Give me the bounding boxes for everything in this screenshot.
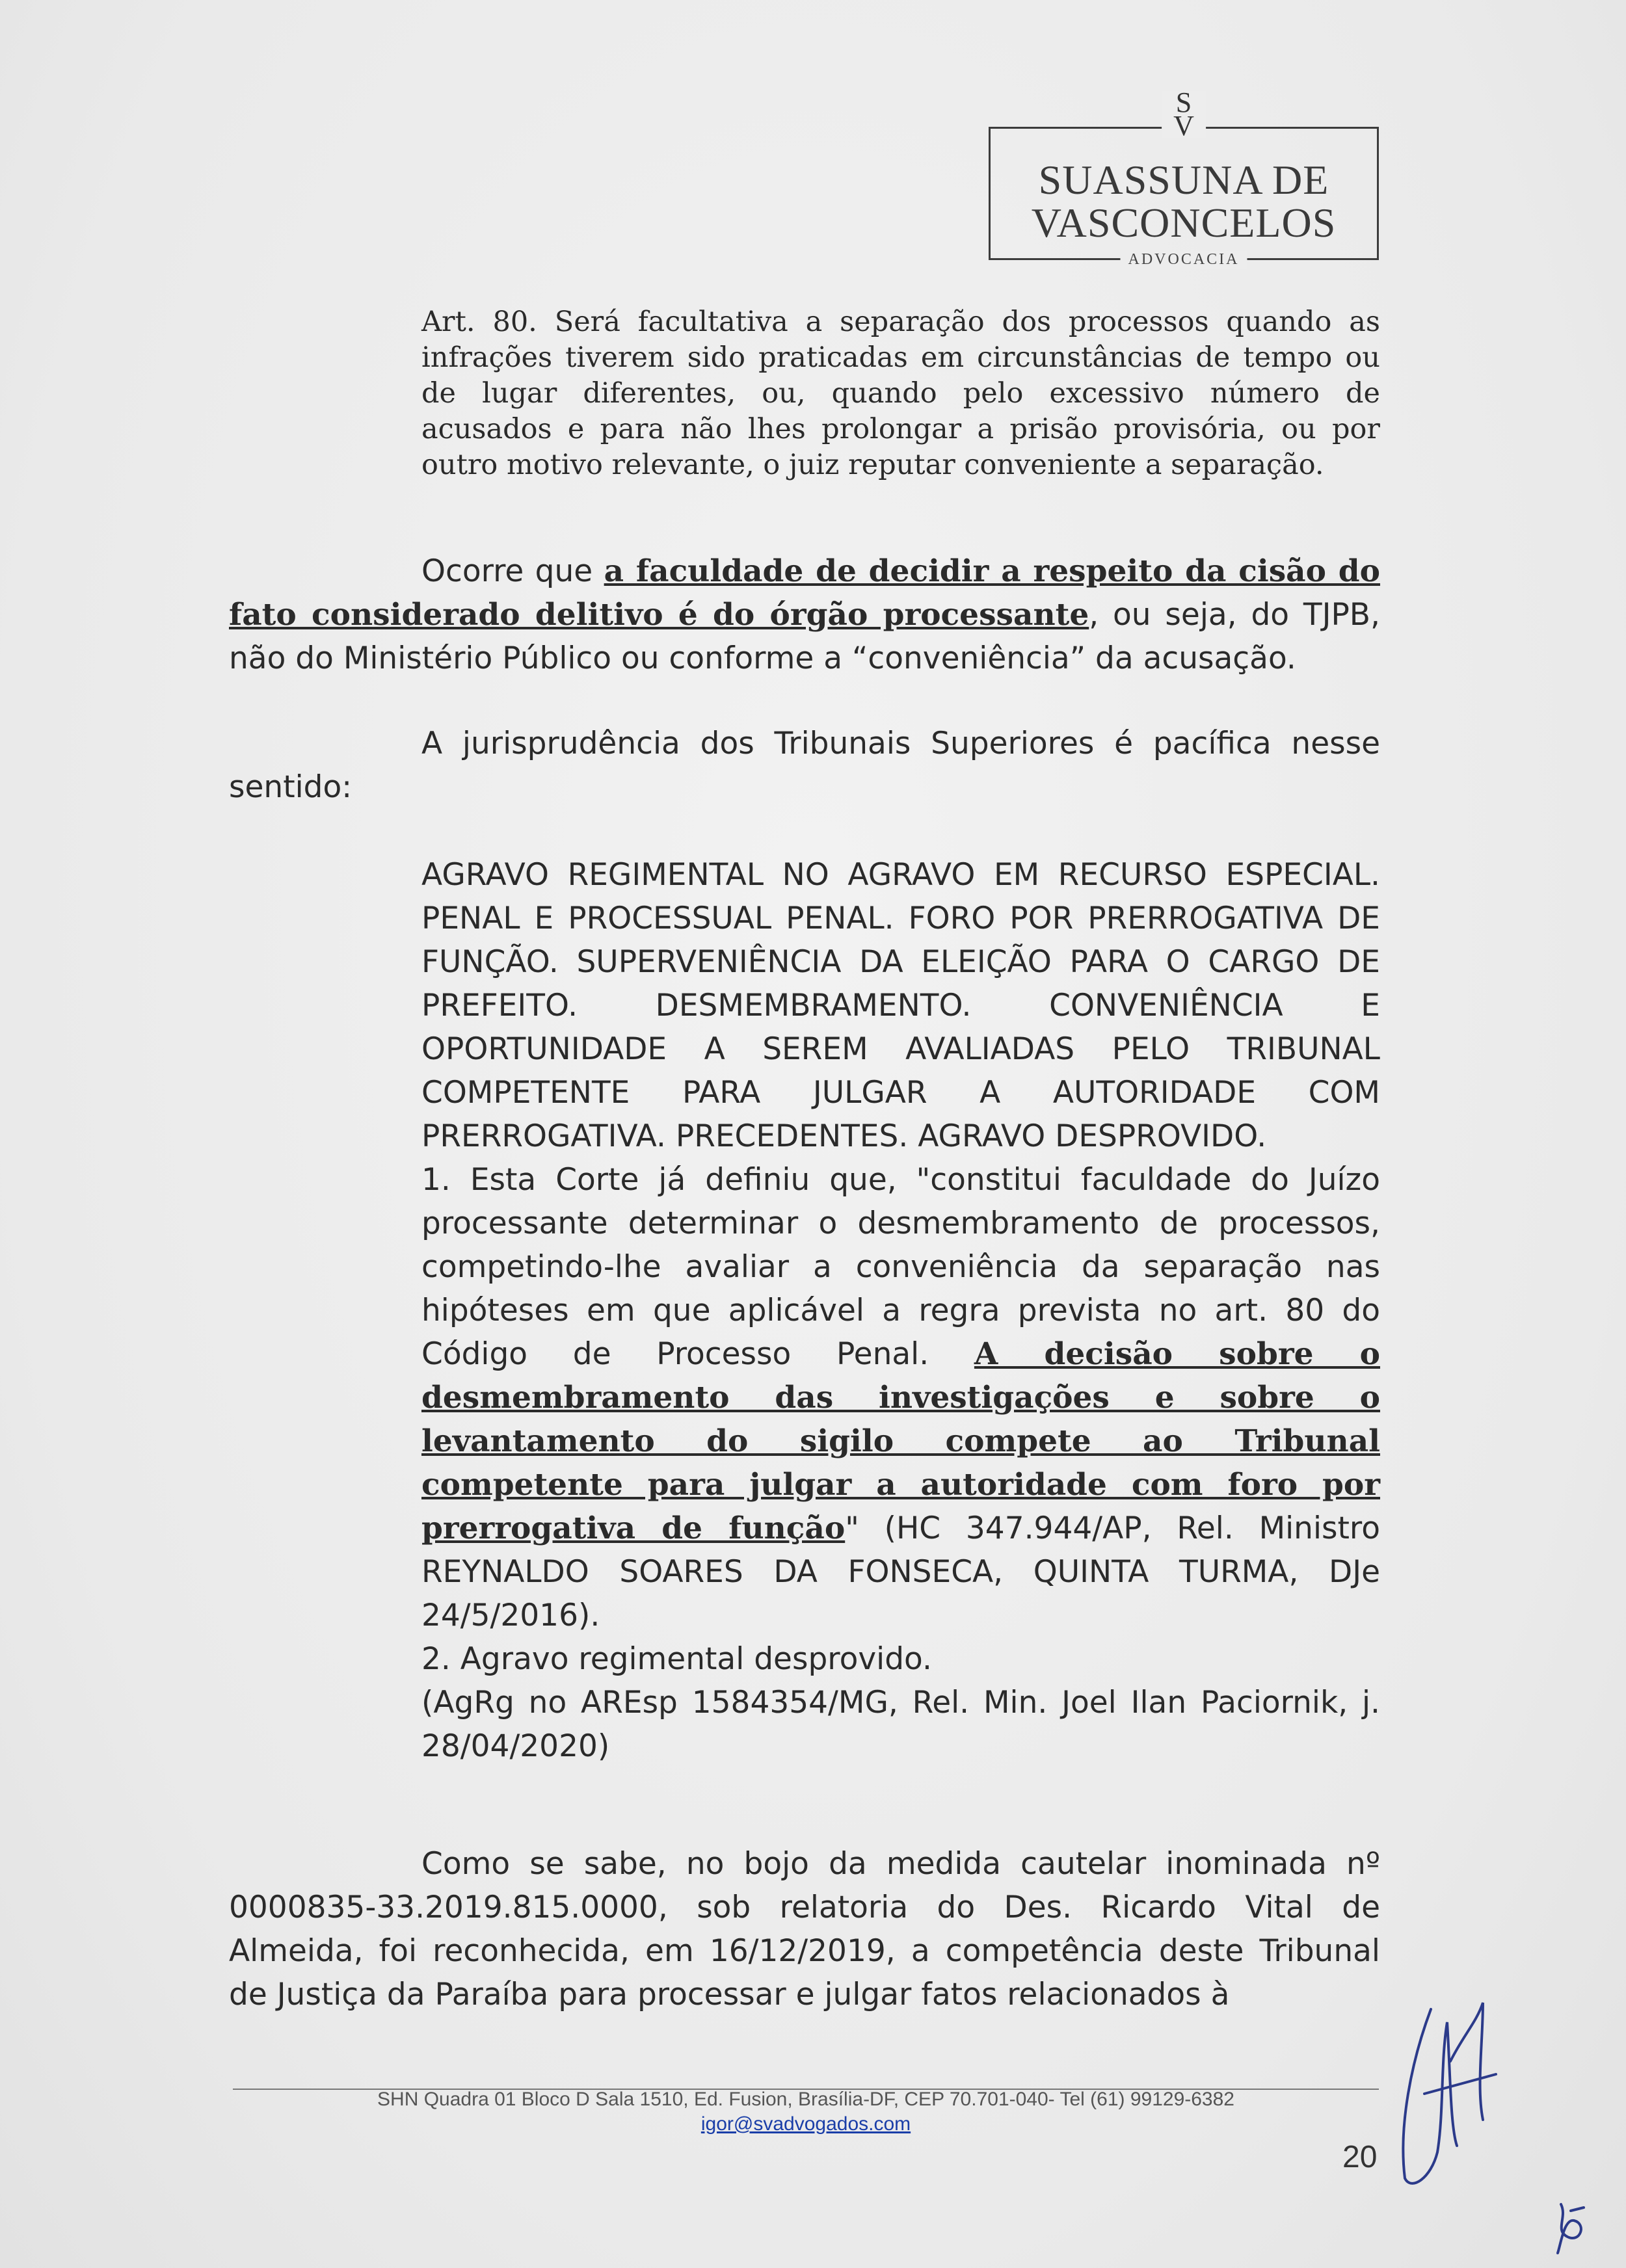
ementa-citation: (AgRg no AREsp 1584354/MG, Rel. Min. Joel Ilan Paciornik, j. 28/04/2020) — [421, 1685, 1380, 1764]
paragraph-faculdade: Ocorre que a faculdade de decidir a respeito da cisão do fato considerado delitivo é do órgão processante, ou seja, do TJPB, não do Ministério Público ou conforme a “conveniência” da acusação. — [229, 553, 1380, 676]
ementa-item-2: 2. Agravo regimental desprovido. — [421, 1641, 932, 1677]
footer-address: SHN Quadra 01 Bloco D Sala 1510, Ed. Fusion, Brasília-DF, CEP 70.701-040- Tel (61) 99129-6382 — [377, 2089, 1234, 2110]
case-ementa-quote — [421, 853, 1380, 1768]
law-article-quote: Art. 80. Será facultativa a separação dos processos quando as infrações tiverem sido praticadas em circunstâncias de tempo ou de lugar diferentes, ou, quando pelo excessivo número de acusados e para não lhes prolongar a prisão provisória, ou por outro motivo relevante, o juiz reputar conveniente a separação. — [421, 306, 1380, 481]
ementa-item-1: 1. Esta Corte já definiu que, "constitui faculdade do Juízo processante determinar o desmembramento de processos, competindo-lhe avaliar a conveniência da separação nas hipóteses em que aplicável a regra prevista no art. 80 do Código de Processo Penal. A decisão sobre o desmembramento das investigações e sobre o levantamento do sigilo compete ao Tribunal competente para julgar a autoridade com foro por prerrogativa de função" (HC 347.944/AP, Rel. Ministro REYNALDO SOARES DA FONSECA, QUINTA TURMA, DJe 24/5/2016). — [421, 1162, 1380, 1633]
page-number: 20 — [1342, 2140, 1378, 2174]
emphasis-text: a faculdade de decidir a respeito da cisão do fato considerado delitivo é do órgão processante — [229, 553, 1380, 633]
firm-subtitle: ADVOCACIA — [1121, 251, 1247, 269]
signature-mark — [1548, 2198, 1600, 2256]
footer-email-link[interactable]: igor@svadvogados.com — [700, 2113, 911, 2135]
emphasis-text: A decisão sobre o desmembramento das investigações e sobre o levantamento do sigilo compete ao Tribunal competente para julgar a autoridade com foro por prerrogativa de função — [421, 1336, 1380, 1546]
paragraph-cautelar: Como se sabe, no bojo da medida cautelar inominada nº 0000835-33.2019.815.0000, sob relatoria do Des. Ricardo Vital de Almeida, foi reconhecida, em 16/12/2019, a competência deste Tribunal de Justiça da Paraíba para processar e julgar fatos relacionados à — [229, 1846, 1380, 2012]
logo-monogram: S V — [1162, 91, 1206, 138]
firm-name-line2: VASCONCELOS — [1031, 200, 1337, 246]
firm-name-line1: SUASSUNA DE — [1038, 157, 1329, 203]
letterhead-logo — [989, 86, 1379, 268]
ementa-heading: AGRAVO REGIMENTAL NO AGRAVO EM RECURSO ESPECIAL. PENAL E PROCESSUAL PENAL. FORO POR PRERROGATIVA DE FUNÇÃO. SUPERVENIÊNCIA DA ELEIÇÃO PARA O CARGO DE PREFEITO. DESMEMBRAMENTO. CONVENIÊNCIA E OPORTUNIDADE A SEREM AVALIADAS PELO TRIBUNAL COMPETENTE PARA JULGAR A AUTORIDADE COM PRERROGATIVA. PRECEDENTES. AGRAVO DESPROVIDO. — [421, 857, 1380, 1154]
signature-initials — [1385, 1983, 1502, 2198]
paragraph-jurisprudencia: A jurisprudência dos Tribunais Superiores é pacífica nesse sentido: — [229, 726, 1380, 805]
